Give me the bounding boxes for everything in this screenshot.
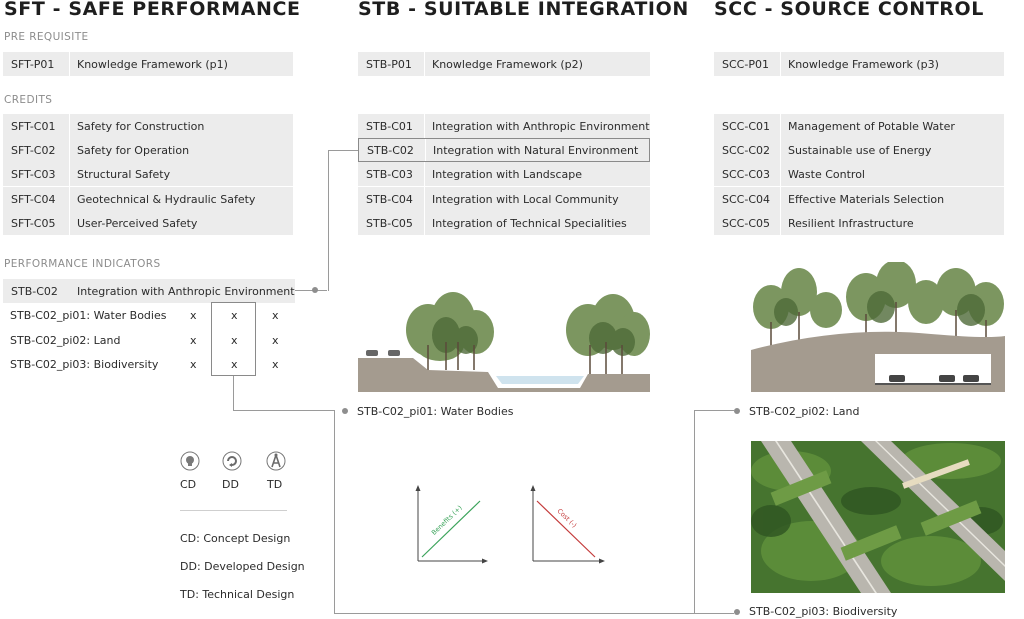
row-name: Integration with Natural Environment: [433, 143, 639, 157]
performance-header-row[interactable]: [3, 279, 295, 303]
row-name: Structural Safety: [77, 167, 171, 181]
mark-dd: x: [231, 358, 238, 371]
row-name: User-Perceived Safety: [77, 216, 198, 230]
row-code: SCC-P01: [714, 52, 781, 76]
row-name: Geotechnical & Hydraulic Safety: [77, 192, 256, 206]
biodiversity-aerial-illustration: [751, 441, 1005, 593]
row-name: Knowledge Framework (p1): [77, 57, 228, 71]
connector-dot: [312, 287, 318, 293]
mark-cd: x: [190, 334, 197, 347]
stb-credit-row[interactable]: [358, 211, 650, 235]
legend-def-cd: CD: Concept Design: [180, 532, 291, 545]
connector-line: [328, 150, 358, 151]
credits-label: CREDITS: [4, 94, 53, 106]
mark-td: x: [272, 358, 279, 371]
row-name: Waste Control: [788, 167, 865, 181]
mark-cd: x: [190, 309, 197, 322]
biodiversity-caption: STB-C02_pi03: Biodiversity: [749, 605, 898, 618]
connector-line: [694, 410, 695, 614]
mark-td: x: [272, 334, 279, 347]
indicator-row-land: STB-C02_pi02: Land: [10, 334, 121, 347]
row-name: Integration with Anthropic Environment: [77, 284, 295, 298]
caption-dot: [734, 408, 740, 414]
row-name: Safety for Operation: [77, 143, 190, 157]
row-name: Knowledge Framework (p3): [788, 57, 939, 71]
legend-abbr-cd: CD: [180, 478, 197, 491]
connector-line: [233, 410, 334, 411]
row-name: Integration with Local Community: [432, 192, 619, 206]
row-code: STB-P01: [358, 52, 425, 76]
scc-credit-row[interactable]: [714, 138, 1004, 162]
scc-credit-row[interactable]: [714, 187, 1004, 211]
lightbulb-icon: [180, 451, 200, 471]
row-name: Management of Potable Water: [788, 119, 955, 133]
row-name: Safety for Construction: [77, 119, 205, 133]
caption-dot: [734, 609, 740, 615]
row-code: STB-C05: [358, 211, 425, 235]
legend-abbr-td: TD: [267, 478, 283, 491]
row-code: STB-C02: [359, 139, 426, 161]
row-code: STB-C04: [358, 187, 425, 211]
row-code: SFT-C05: [3, 211, 70, 235]
indicator-row-water: STB-C02_pi01: Water Bodies: [10, 309, 167, 322]
water-bodies-caption: STB-C02_pi01: Water Bodies: [357, 405, 514, 418]
refresh-cycle-icon: [222, 451, 242, 471]
sft-credit-row[interactable]: [3, 138, 293, 162]
legend-def-td: TD: Technical Design: [180, 588, 295, 601]
legend-def-dd: DD: Developed Design: [180, 560, 305, 573]
row-code: STB-C02: [11, 284, 58, 298]
connector-line: [694, 410, 734, 411]
scc-credit-row[interactable]: [714, 114, 1004, 138]
row-name: Sustainable use of Energy: [788, 143, 932, 157]
row-code: STB-C01: [358, 114, 425, 138]
water-bodies-illustration: [358, 290, 650, 392]
stb-title: STB - SUITABLE INTEGRATION: [358, 0, 689, 20]
row-code: SFT-C04: [3, 187, 70, 211]
row-code: SCC-C04: [714, 187, 781, 211]
row-code: SCC-C03: [714, 162, 781, 186]
sft-credit-row[interactable]: [3, 187, 293, 211]
row-code: SFT-P01: [3, 52, 70, 76]
row-code: SCC-C05: [714, 211, 781, 235]
benefits-label: Benefits (+): [430, 503, 464, 537]
scc-prerequisite-row[interactable]: [714, 52, 1004, 76]
legend-divider: [180, 510, 287, 511]
sft-credit-row[interactable]: [3, 162, 293, 186]
cost-graph: [523, 483, 605, 567]
connector-line: [295, 290, 327, 291]
cost-line: [537, 501, 595, 557]
land-illustration: [751, 262, 1005, 392]
sft-credit-row[interactable]: [3, 114, 293, 138]
mark-dd: x: [231, 334, 238, 347]
stb-credit-row[interactable]: [358, 162, 650, 186]
mark-dd: x: [231, 309, 238, 322]
land-caption: STB-C02_pi02: Land: [749, 405, 860, 418]
caption-dot: [342, 408, 348, 414]
scc-title: SCC - SOURCE CONTROL: [714, 0, 984, 20]
stb-credit-row[interactable]: [358, 114, 650, 138]
stb-prerequisite-row[interactable]: [358, 52, 650, 76]
row-name: Integration with Landscape: [432, 167, 583, 181]
performance-indicators-label: PERFORMANCE INDICATORS: [4, 258, 161, 270]
row-name: Knowledge Framework (p2): [432, 57, 583, 71]
sft-credit-row[interactable]: [3, 211, 293, 235]
row-code: SCC-C02: [714, 138, 781, 162]
compass-icon: [266, 451, 286, 471]
benefits-graph: [408, 483, 488, 567]
connector-line: [334, 613, 734, 614]
mark-td: x: [272, 309, 279, 322]
dd-column-highlight: [211, 302, 256, 376]
row-code: SFT-C01: [3, 114, 70, 138]
scc-credit-row[interactable]: [714, 162, 1004, 186]
row-code: STB-C03: [358, 162, 425, 186]
stb-credit-row[interactable]: [358, 187, 650, 211]
stb-credit-row-selected[interactable]: [358, 138, 650, 162]
row-code: SFT-C02: [3, 138, 70, 162]
prerequisite-label: PRE REQUISITE: [4, 31, 89, 43]
sft-title: SFT - SAFE PERFORMANCE: [4, 0, 301, 20]
scc-credit-row[interactable]: [714, 211, 1004, 235]
cost-label: Cost (-): [555, 507, 579, 530]
mark-cd: x: [190, 358, 197, 371]
row-name: Resilient Infrastructure: [788, 216, 914, 230]
row-code: SFT-C03: [3, 162, 70, 186]
row-name: Integration of Technical Specialities: [432, 216, 627, 230]
row-code: SCC-C01: [714, 114, 781, 138]
indicator-row-biodiversity: STB-C02_pi03: Biodiversity: [10, 358, 159, 371]
row-name: Integration with Anthropic Environment: [432, 119, 650, 133]
connector-line: [334, 410, 335, 614]
connector-line: [233, 376, 234, 410]
row-name: Effective Materials Selection: [788, 192, 945, 206]
connector-line: [328, 150, 329, 291]
legend-abbr-dd: DD: [222, 478, 239, 491]
sft-prerequisite-row[interactable]: [3, 52, 293, 76]
